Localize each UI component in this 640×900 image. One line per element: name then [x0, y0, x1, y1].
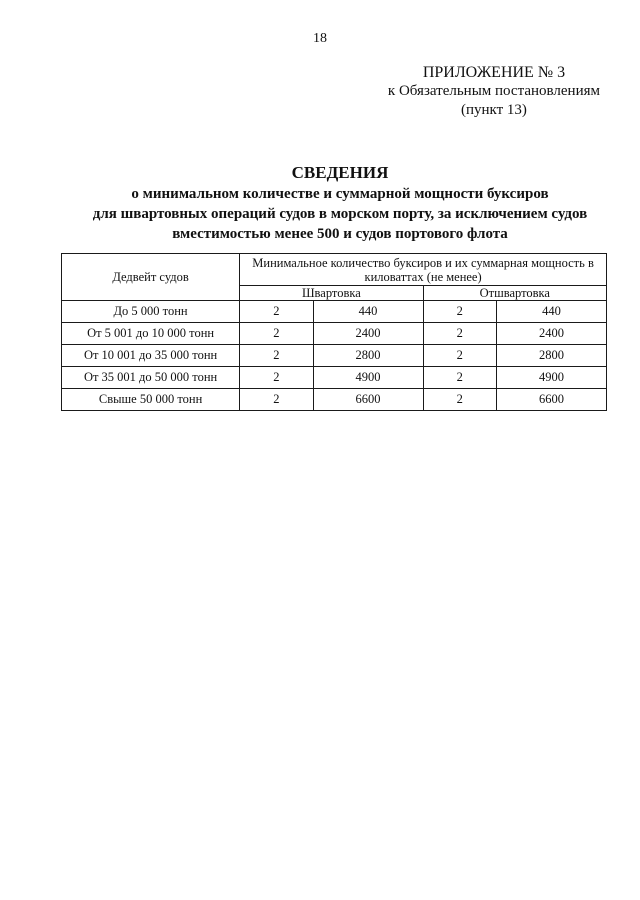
- cell-moor-power: 6600: [313, 389, 423, 411]
- cell-unmoor-power: 4900: [496, 367, 606, 389]
- heading-line-2: для швартовных операций судов в морском порту, за исключением судов: [92, 206, 588, 222]
- table-row: [62, 323, 607, 345]
- cell-unmoor-count: 2: [423, 367, 496, 389]
- cell-unmoor-count: 2: [423, 323, 496, 345]
- cell-deadweight: От 10 001 до 35 000 тонн: [62, 345, 240, 367]
- appendix-title: ПРИЛОЖЕНИЕ № 3: [422, 64, 566, 81]
- table-row: [62, 345, 607, 367]
- header-deadweight: Дедвейт судов: [62, 254, 240, 301]
- document-heading: [40, 162, 640, 244]
- appendix-clause: (пункт 13): [460, 102, 527, 118]
- cell-unmoor-power: 6600: [496, 389, 606, 411]
- cell-moor-count: 2: [240, 367, 313, 389]
- cell-deadweight: До 5 000 тонн: [62, 301, 240, 323]
- cell-deadweight: От 5 001 до 10 000 тонн: [62, 323, 240, 345]
- cell-deadweight: Свыше 50 000 тонн: [62, 389, 240, 411]
- cell-unmoor-power: 2400: [496, 323, 606, 345]
- header-mooring: Швартовка: [240, 286, 423, 301]
- cell-moor-count: 2: [240, 345, 313, 367]
- appendix-reference: к Обязательным постановлениям: [387, 83, 600, 99]
- appendix-block: [388, 63, 600, 120]
- tug-requirements-table: [61, 253, 607, 411]
- cell-unmoor-count: 2: [423, 389, 496, 411]
- heading-line-3: вместимостью менее 500 и судов портового флота: [172, 226, 508, 242]
- table-row: [62, 301, 607, 323]
- cell-moor-power: 2400: [313, 323, 423, 345]
- table-row: [62, 389, 607, 411]
- cell-moor-count: 2: [240, 323, 313, 345]
- cell-unmoor-power: 2800: [496, 345, 606, 367]
- page-number: 18: [313, 31, 327, 46]
- table-row: [62, 367, 607, 389]
- cell-moor-count: 2: [240, 389, 313, 411]
- cell-unmoor-power: 440: [496, 301, 606, 323]
- cell-unmoor-count: 2: [423, 345, 496, 367]
- cell-moor-power: 4900: [313, 367, 423, 389]
- cell-moor-count: 2: [240, 301, 313, 323]
- cell-unmoor-count: 2: [423, 301, 496, 323]
- cell-moor-power: 440: [313, 301, 423, 323]
- header-unmooring: Отшвартовка: [423, 286, 606, 301]
- heading-line-1: о минимальном количестве и суммарной мощности буксиров: [131, 186, 549, 202]
- heading-title: СВЕДЕНИЯ: [291, 163, 389, 182]
- header-min-tugs-power: Минимальное количество буксиров и их суммарная мощность в киловаттах (не менее): [240, 254, 607, 286]
- cell-deadweight: От 35 001 до 50 000 тонн: [62, 367, 240, 389]
- cell-moor-power: 2800: [313, 345, 423, 367]
